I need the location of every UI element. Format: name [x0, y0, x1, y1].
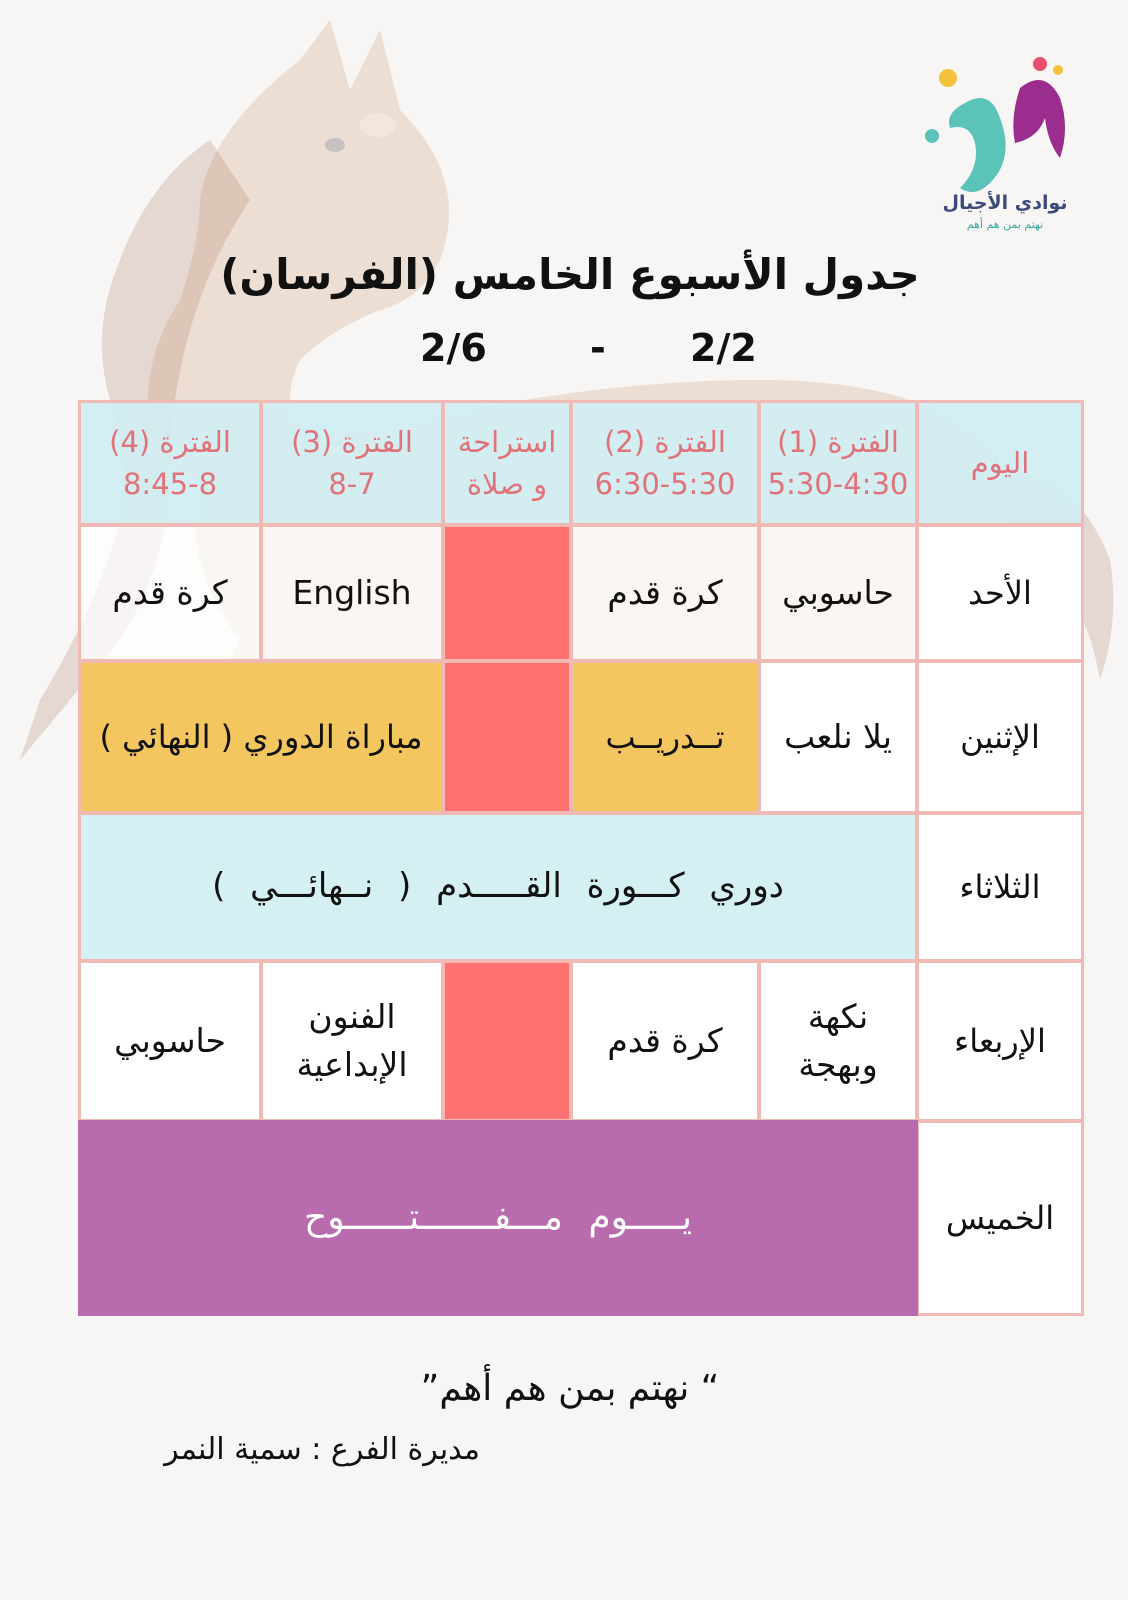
sunday-period-2: كرة قدم: [570, 524, 760, 662]
header-period-1-label: الفترة (1): [777, 424, 899, 459]
date-separator: -: [590, 326, 606, 370]
header-period-2: [570, 400, 760, 526]
header-break-time: و صلاة: [466, 467, 548, 501]
schedule-table: [78, 400, 1084, 1318]
motto: “ نهتم بمن هم أهم”: [420, 1368, 720, 1409]
day-monday: الإثنين: [916, 660, 1084, 814]
header-period-2-time: 6:30-5:30: [594, 467, 736, 501]
header-period-3-label: الفترة (3): [291, 424, 413, 459]
wednesday-break: [442, 960, 572, 1122]
page-title: جدول الأسبوع الخامس (الفرسان): [220, 250, 920, 299]
sunday-period-3: English: [260, 524, 444, 662]
branch-manager-signature: مديرة الفرع : سمية النمر: [164, 1432, 480, 1467]
date-to: 2/6: [420, 326, 487, 370]
header-period-3-time: 8-7: [328, 467, 376, 501]
thursday-all-periods: يـــــوم مـــفـــــــتــــــوح: [78, 1120, 918, 1316]
header-period-1-time: 5:30-4:30: [767, 467, 909, 501]
monday-period-2: تــدريــب: [570, 660, 760, 814]
day-sunday: الأحد: [916, 524, 1084, 662]
logo-name: نوادي الأجيال: [942, 192, 1068, 214]
tuesday-all-periods: دوري كـــورة القـــــدم ( نــهائـــي ): [78, 812, 918, 962]
header-period-3: [260, 400, 444, 526]
sunday-break: [442, 524, 572, 662]
header-break-label: استراحة: [457, 424, 557, 459]
day-thursday: الخميس: [916, 1120, 1084, 1316]
header-break: [442, 400, 572, 526]
header-period-4-time: 8:45-8: [122, 467, 218, 501]
header-period-4-label: الفترة (4): [109, 424, 231, 459]
wednesday-period-4: حاسوبي: [78, 960, 262, 1122]
sunday-period-1: حاسوبي: [758, 524, 918, 662]
header-period-4: [78, 400, 262, 526]
monday-break: [442, 660, 572, 814]
header-day: [916, 400, 1084, 526]
day-wednesday: الإربعاء: [916, 960, 1084, 1122]
header-day-label: اليوم: [970, 445, 1030, 480]
monday-periods-3-4: مباراة الدوري ( النهائي ): [78, 660, 444, 814]
monday-period-1: يلا نلعب: [758, 660, 918, 814]
logo-tagline: نهتم بمن هم أهم: [966, 218, 1044, 231]
header-period-2-label: الفترة (2): [604, 424, 726, 459]
sunday-period-4: كرة قدم: [78, 524, 262, 662]
wednesday-period-3: الفنون الإبداعية: [260, 960, 444, 1122]
date-from: 2/2: [690, 326, 757, 370]
wednesday-period-1: نكهة وبهجة: [758, 960, 918, 1122]
day-tuesday: الثلاثاء: [916, 812, 1084, 962]
header-period-1: [758, 400, 918, 526]
wednesday-period-2: كرة قدم: [570, 960, 760, 1122]
